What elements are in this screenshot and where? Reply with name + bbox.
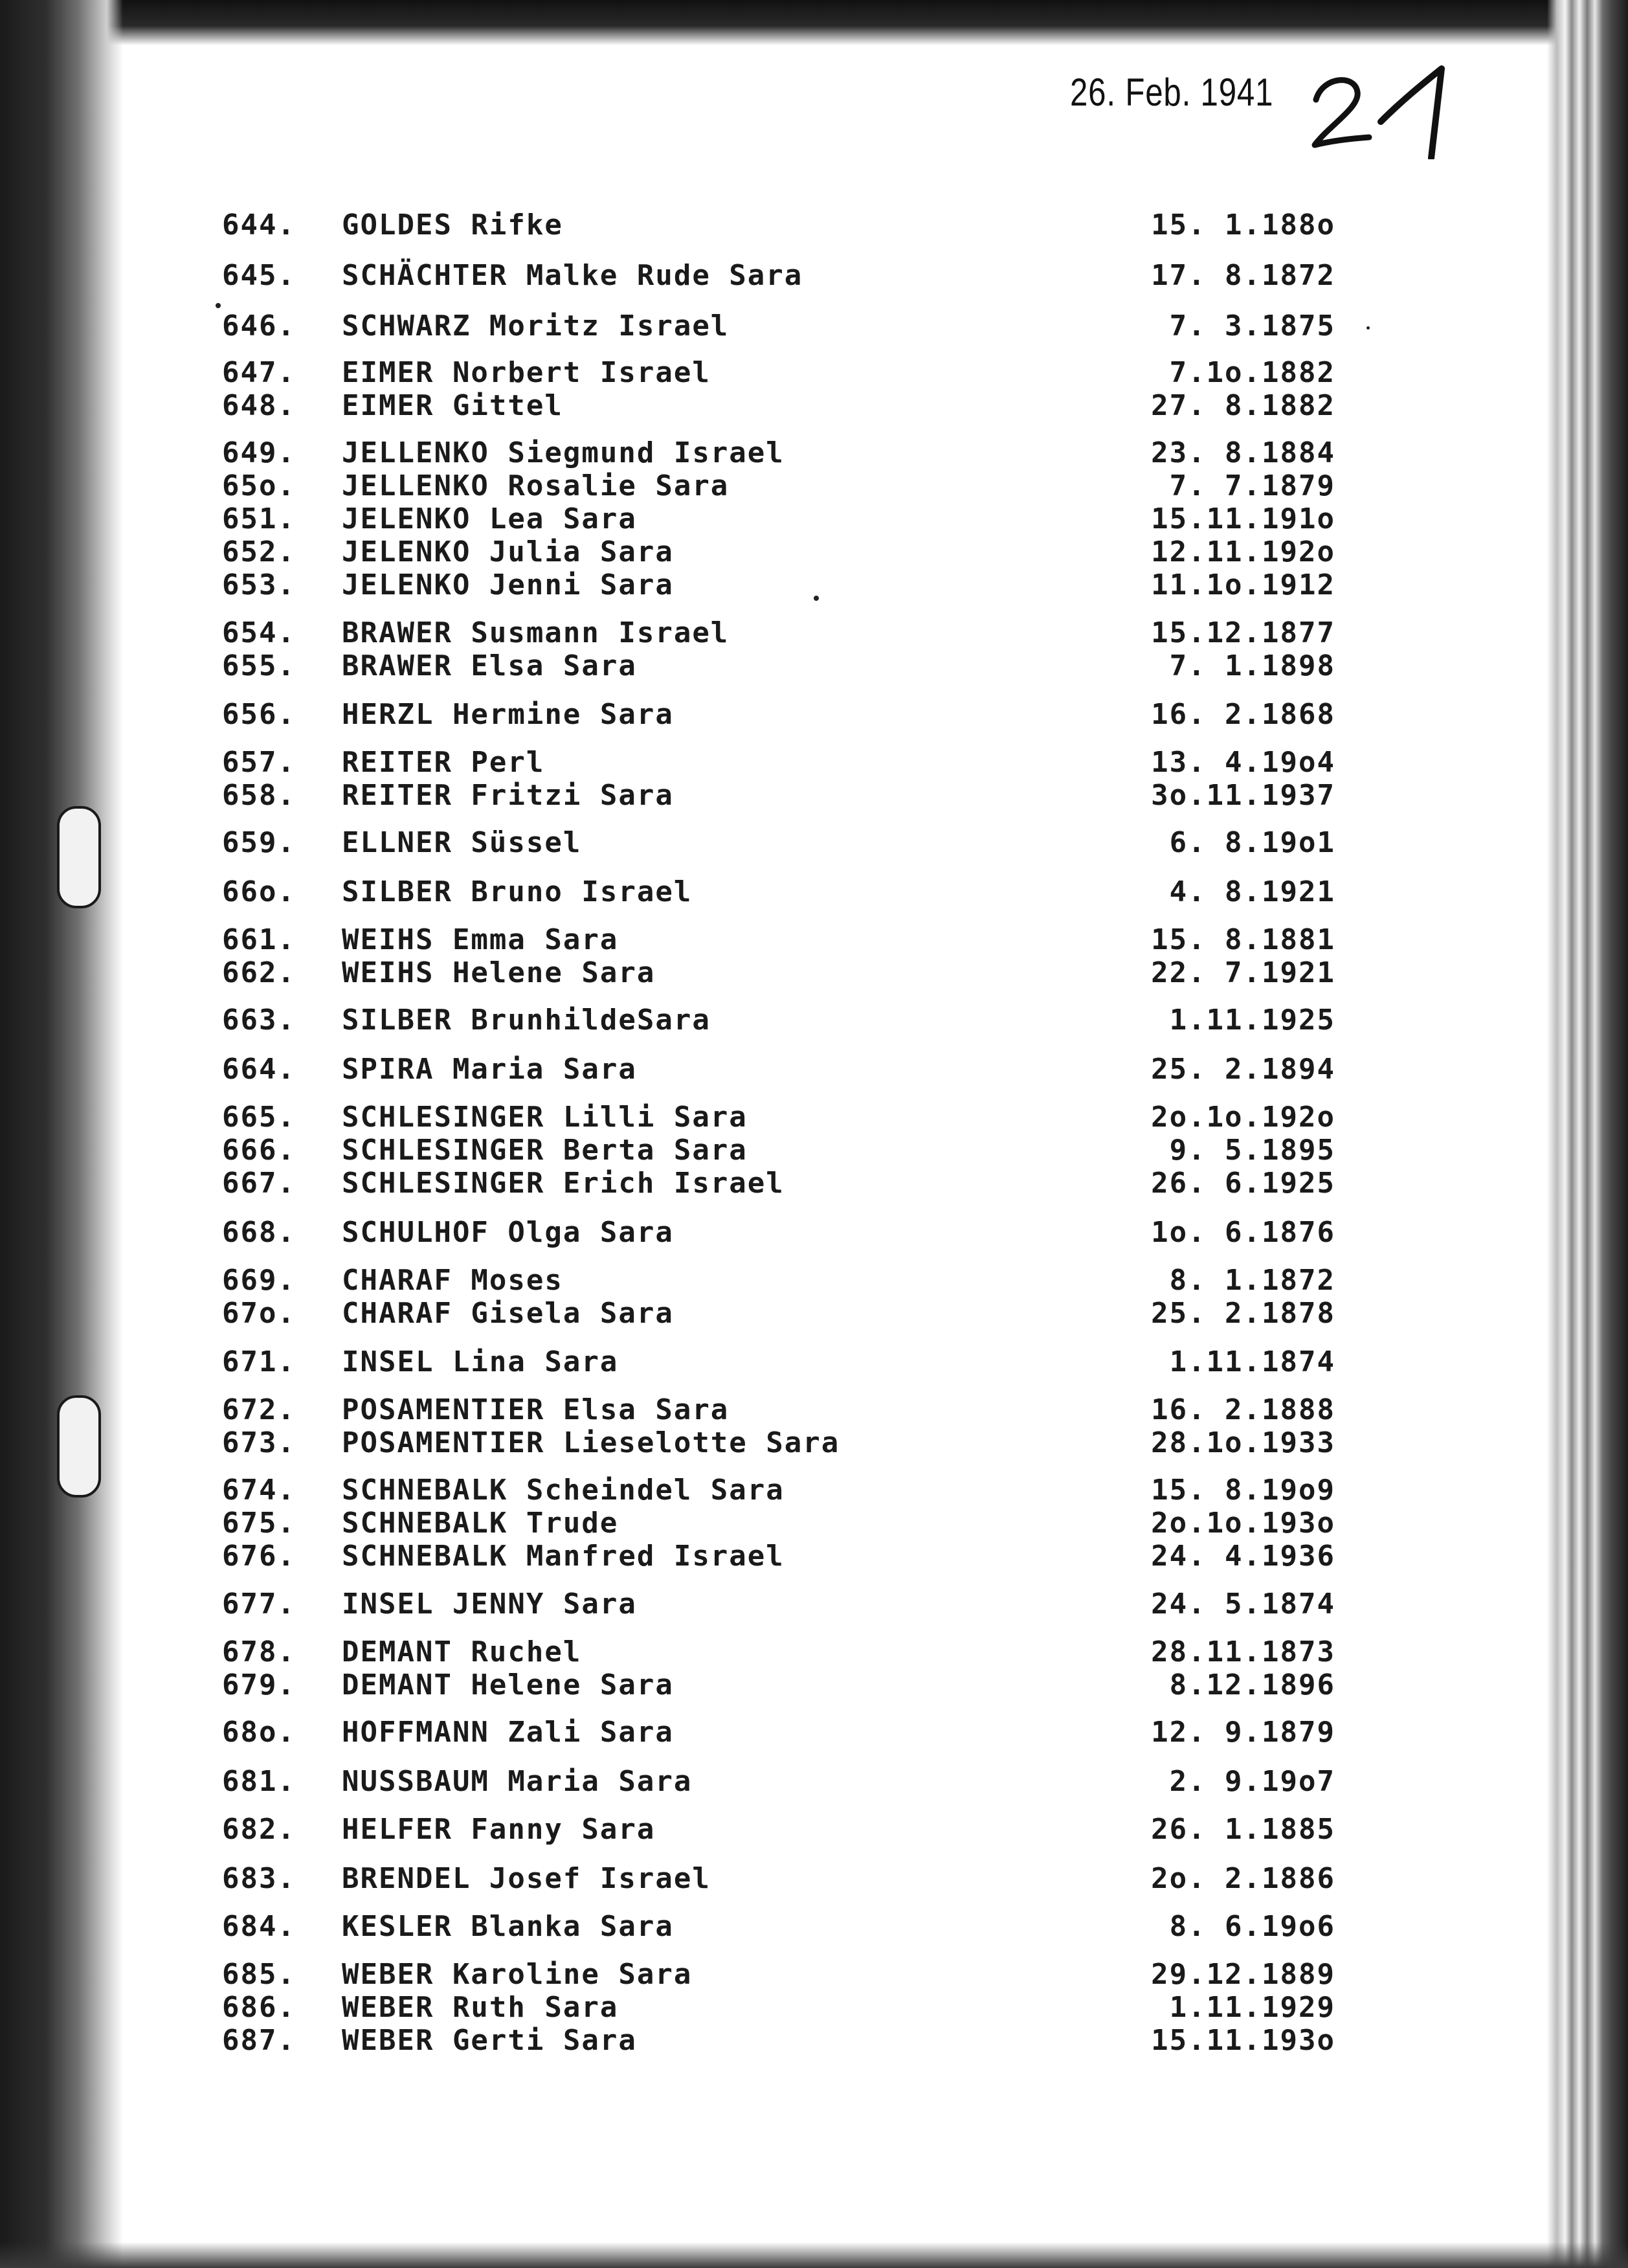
- entry-number: 654.: [222, 616, 296, 649]
- list-entry: [222, 1635, 1335, 1669]
- entry-name: SCHNEBALK Scheindel Sara: [342, 1474, 785, 1507]
- entry-number: 659.: [222, 826, 296, 859]
- date-stamp: 26. Feb. 1941: [1070, 71, 1274, 114]
- entry-name: POSAMENTIER Elsa Sara: [342, 1393, 730, 1426]
- entry-name: GOLDES Rifke: [342, 208, 563, 241]
- entry-number: 651.: [222, 502, 296, 535]
- entry-name: REITER Perl: [342, 746, 545, 779]
- list-entry: [222, 1991, 1335, 2025]
- entry-name: HELFER Fanny Sara: [342, 1813, 656, 1846]
- list-entry: [222, 875, 1335, 909]
- entry-number: 647.: [222, 356, 296, 389]
- entry-name: CHARAF Gisela Sara: [342, 1297, 674, 1330]
- list-entry: [222, 1507, 1335, 1540]
- list-entry: [222, 259, 1335, 293]
- entry-birth-date: 23. 8.1884: [1151, 436, 1335, 469]
- list-entry: [222, 1958, 1335, 1992]
- punch-hole-upper: [57, 806, 101, 908]
- entry-number: 673.: [222, 1426, 296, 1459]
- entry-name: WEIHS Emma Sara: [342, 923, 619, 956]
- list-entry: [222, 1765, 1335, 1799]
- list-entry: [222, 1134, 1335, 1167]
- entry-number: 663.: [222, 1004, 296, 1037]
- entry-number: 65o.: [222, 469, 296, 502]
- entry-name: JELENKO Jenni Sara: [342, 568, 674, 601]
- entry-number: 677.: [222, 1588, 296, 1621]
- entry-number: 658.: [222, 779, 296, 812]
- entry-name: SCHÄCHTER Malke Rude Sara: [342, 259, 803, 292]
- entry-birth-date: 24. 5.1874: [1151, 1588, 1335, 1621]
- list-entry: [222, 1167, 1335, 1200]
- entry-birth-date: 15. 1.188o: [1151, 208, 1335, 241]
- entry-birth-date: 25. 2.1894: [1151, 1053, 1335, 1086]
- entry-name: DEMANT Helene Sara: [342, 1668, 674, 1701]
- entry-birth-date: 11.1o.1912: [1151, 568, 1335, 601]
- entry-name: POSAMENTIER Lieselotte Sara: [342, 1426, 840, 1459]
- entry-number: 662.: [222, 956, 296, 989]
- entry-name: INSEL JENNY Sara: [342, 1588, 637, 1621]
- list-entry: [222, 309, 1335, 343]
- list-entry: [222, 1588, 1335, 1621]
- entry-name: BRAWER Elsa Sara: [342, 649, 637, 682]
- entry-number: 679.: [222, 1668, 296, 1701]
- entry-name: ELLNER Süssel: [342, 826, 582, 859]
- entry-birth-date: 24. 4.1936: [1151, 1540, 1335, 1573]
- entry-birth-date: 4. 8.1921: [1169, 875, 1335, 908]
- entry-birth-date: 26. 6.1925: [1151, 1167, 1335, 1200]
- entry-number: 649.: [222, 436, 296, 469]
- entry-birth-date: 7. 7.1879: [1169, 469, 1335, 502]
- entry-number: 685.: [222, 1958, 296, 1991]
- entry-birth-date: 16. 2.1888: [1151, 1393, 1335, 1426]
- entry-birth-date: 12. 9.1879: [1151, 1716, 1335, 1749]
- entry-name: EIMER Norbert Israel: [342, 356, 711, 389]
- entry-number: 661.: [222, 923, 296, 956]
- entry-name: WEBER Ruth Sara: [342, 1991, 619, 2024]
- scan-left-edge: [0, 0, 123, 2268]
- punch-hole-lower: [57, 1395, 101, 1498]
- entry-number: 683.: [222, 1862, 296, 1895]
- entry-name: SCHNEBALK Manfred Israel: [342, 1540, 785, 1573]
- entry-number: 68o.: [222, 1716, 296, 1749]
- list-entry: [222, 208, 1335, 242]
- list-entry: [222, 1101, 1335, 1134]
- entry-birth-date: 28.11.1873: [1151, 1635, 1335, 1668]
- entry-birth-date: 28.1o.1933: [1151, 1426, 1335, 1459]
- entry-name: KESLER Blanka Sara: [342, 1910, 674, 1943]
- entry-name: JELENKO Lea Sara: [342, 502, 637, 535]
- entry-number: 669.: [222, 1264, 296, 1297]
- list-entry: [222, 1813, 1335, 1847]
- list-entry: [222, 1716, 1335, 1749]
- entry-birth-date: 3o.11.1937: [1151, 779, 1335, 812]
- list-entry: [222, 1053, 1335, 1086]
- entry-birth-date: 15.11.193o: [1151, 2024, 1335, 2057]
- entry-birth-date: 6. 8.19o1: [1169, 826, 1335, 859]
- entry-name: WEIHS Helene Sara: [342, 956, 656, 989]
- entry-birth-date: 1.11.1929: [1169, 1991, 1335, 2024]
- entry-number: 682.: [222, 1813, 296, 1846]
- list-entry: [222, 826, 1335, 860]
- entry-birth-date: 15. 8.19o9: [1151, 1474, 1335, 1507]
- list-entry: [222, 779, 1335, 813]
- entry-name: INSEL Lina Sara: [342, 1345, 619, 1378]
- list-entry: [222, 1393, 1335, 1427]
- document-page: [113, 39, 1531, 2247]
- list-entry: [222, 535, 1335, 569]
- entry-number: 672.: [222, 1393, 296, 1426]
- entry-birth-date: 17. 8.1872: [1151, 259, 1335, 292]
- entry-number: 671.: [222, 1345, 296, 1378]
- entry-name: DEMANT Ruchel: [342, 1635, 582, 1668]
- entry-birth-date: 12.11.192o: [1151, 535, 1335, 568]
- entry-name: JELLENKO Siegmund Israel: [342, 436, 785, 469]
- entry-name: SCHNEBALK Trude: [342, 1507, 619, 1540]
- entry-birth-date: 15.11.191o: [1151, 502, 1335, 535]
- entry-name: WEBER Gerti Sara: [342, 2024, 637, 2057]
- list-entry: [222, 956, 1335, 990]
- entry-birth-date: 15. 8.1881: [1151, 923, 1335, 956]
- entry-name: BRENDEL Josef Israel: [342, 1862, 711, 1895]
- entry-number: 67o.: [222, 1297, 296, 1330]
- entry-birth-date: 8. 6.19o6: [1169, 1910, 1335, 1943]
- entry-number: 684.: [222, 1910, 296, 1943]
- list-entry: [222, 1540, 1335, 1573]
- entry-name: EIMER Gittel: [342, 389, 563, 422]
- list-entry: [222, 2024, 1335, 2058]
- stray-mark: [814, 596, 819, 601]
- stray-mark: [216, 303, 221, 308]
- list-entry: [222, 1264, 1335, 1297]
- entry-number: 665.: [222, 1101, 296, 1134]
- entry-birth-date: 2o.1o.193o: [1151, 1507, 1335, 1540]
- entry-birth-date: 2o.1o.192o: [1151, 1101, 1335, 1134]
- list-entry: [222, 1474, 1335, 1507]
- list-entry: [222, 356, 1335, 390]
- entry-birth-date: 27. 8.1882: [1151, 389, 1335, 422]
- list-entry: [222, 1297, 1335, 1330]
- entry-name: SPIRA Maria Sara: [342, 1053, 637, 1086]
- entry-birth-date: 29.12.1889: [1151, 1958, 1335, 1991]
- entry-number: 668.: [222, 1216, 296, 1249]
- entry-number: 66o.: [222, 875, 296, 908]
- entry-number: 656.: [222, 698, 296, 731]
- list-entry: [222, 502, 1335, 536]
- entry-birth-date: 7. 1.1898: [1169, 649, 1335, 682]
- entry-number: 655.: [222, 649, 296, 682]
- list-entry: [222, 469, 1335, 503]
- entry-number: 657.: [222, 746, 296, 779]
- list-entry: [222, 568, 1335, 602]
- entry-birth-date: 16. 2.1868: [1151, 698, 1335, 731]
- list-entry: [222, 923, 1335, 957]
- entry-name: JELENKO Julia Sara: [342, 535, 674, 568]
- entry-number: 645.: [222, 259, 296, 292]
- entry-name: BRAWER Susmann Israel: [342, 616, 730, 649]
- entry-number: 678.: [222, 1635, 296, 1668]
- entry-name: NUSSBAUM Maria Sara: [342, 1765, 693, 1798]
- list-entry: [222, 1862, 1335, 1896]
- entry-birth-date: 7. 3.1875: [1169, 309, 1335, 342]
- list-entry: [222, 649, 1335, 683]
- entry-name: REITER Fritzi Sara: [342, 779, 674, 812]
- entry-birth-date: 13. 4.19o4: [1151, 746, 1335, 779]
- entry-birth-date: 26. 1.1885: [1151, 1813, 1335, 1846]
- entry-number: 681.: [222, 1765, 296, 1798]
- list-entry: [222, 1668, 1335, 1702]
- entry-number: 675.: [222, 1507, 296, 1540]
- list-entry: [222, 389, 1335, 423]
- entry-number: 646.: [222, 309, 296, 342]
- entry-birth-date: 15.12.1877: [1151, 616, 1335, 649]
- entry-birth-date: 2. 9.19o7: [1169, 1765, 1335, 1798]
- entry-name: SILBER BrunhildeSara: [342, 1004, 711, 1037]
- entry-birth-date: 25. 2.1878: [1151, 1297, 1335, 1330]
- list-entry: [222, 1004, 1335, 1037]
- entry-birth-date: 7.1o.1882: [1169, 356, 1335, 389]
- handwritten-folio-number: [1304, 62, 1460, 159]
- entry-number: 674.: [222, 1474, 296, 1507]
- list-entry: [222, 616, 1335, 650]
- scan-page-stack-edge: [1547, 0, 1628, 2268]
- entry-name: SCHLESINGER Erich Israel: [342, 1167, 785, 1200]
- list-entry: [222, 436, 1335, 470]
- entry-number: 676.: [222, 1540, 296, 1573]
- entry-number: 652.: [222, 535, 296, 568]
- entry-number: 666.: [222, 1134, 296, 1167]
- entry-name: SCHWARZ Moritz Israel: [342, 309, 730, 342]
- entry-number: 667.: [222, 1167, 296, 1200]
- entry-birth-date: 1.11.1874: [1169, 1345, 1335, 1378]
- entry-birth-date: 8.12.1896: [1169, 1668, 1335, 1701]
- entry-birth-date: 1o. 6.1876: [1151, 1216, 1335, 1249]
- entry-birth-date: 2o. 2.1886: [1151, 1862, 1335, 1895]
- entry-birth-date: 22. 7.1921: [1151, 956, 1335, 989]
- entry-number: 644.: [222, 208, 296, 241]
- entry-number: 648.: [222, 389, 296, 422]
- list-entry: [222, 1216, 1335, 1250]
- entry-name: JELLENKO Rosalie Sara: [342, 469, 730, 502]
- entry-number: 664.: [222, 1053, 296, 1086]
- entry-name: SCHLESINGER Berta Sara: [342, 1134, 748, 1167]
- entry-birth-date: 9. 5.1895: [1169, 1134, 1335, 1167]
- entry-number: 687.: [222, 2024, 296, 2057]
- entry-number: 653.: [222, 568, 296, 601]
- entry-birth-date: 1.11.1925: [1169, 1004, 1335, 1037]
- entry-name: HERZL Hermine Sara: [342, 698, 674, 731]
- entry-name: SCHLESINGER Lilli Sara: [342, 1101, 748, 1134]
- list-entry: [222, 746, 1335, 780]
- list-entry: [222, 1426, 1335, 1460]
- entry-name: HOFFMANN Zali Sara: [342, 1716, 674, 1749]
- entry-name: CHARAF Moses: [342, 1264, 563, 1297]
- entry-name: SILBER Bruno Israel: [342, 875, 693, 908]
- entry-birth-date: 8. 1.1872: [1169, 1264, 1335, 1297]
- entry-name: WEBER Karoline Sara: [342, 1958, 693, 1991]
- list-entry: [222, 1345, 1335, 1379]
- list-entry: [222, 1910, 1335, 1944]
- entry-name: SCHULHOF Olga Sara: [342, 1216, 674, 1249]
- list-entry: [222, 698, 1335, 732]
- entry-number: 686.: [222, 1991, 296, 2024]
- stray-mark: [1366, 326, 1370, 330]
